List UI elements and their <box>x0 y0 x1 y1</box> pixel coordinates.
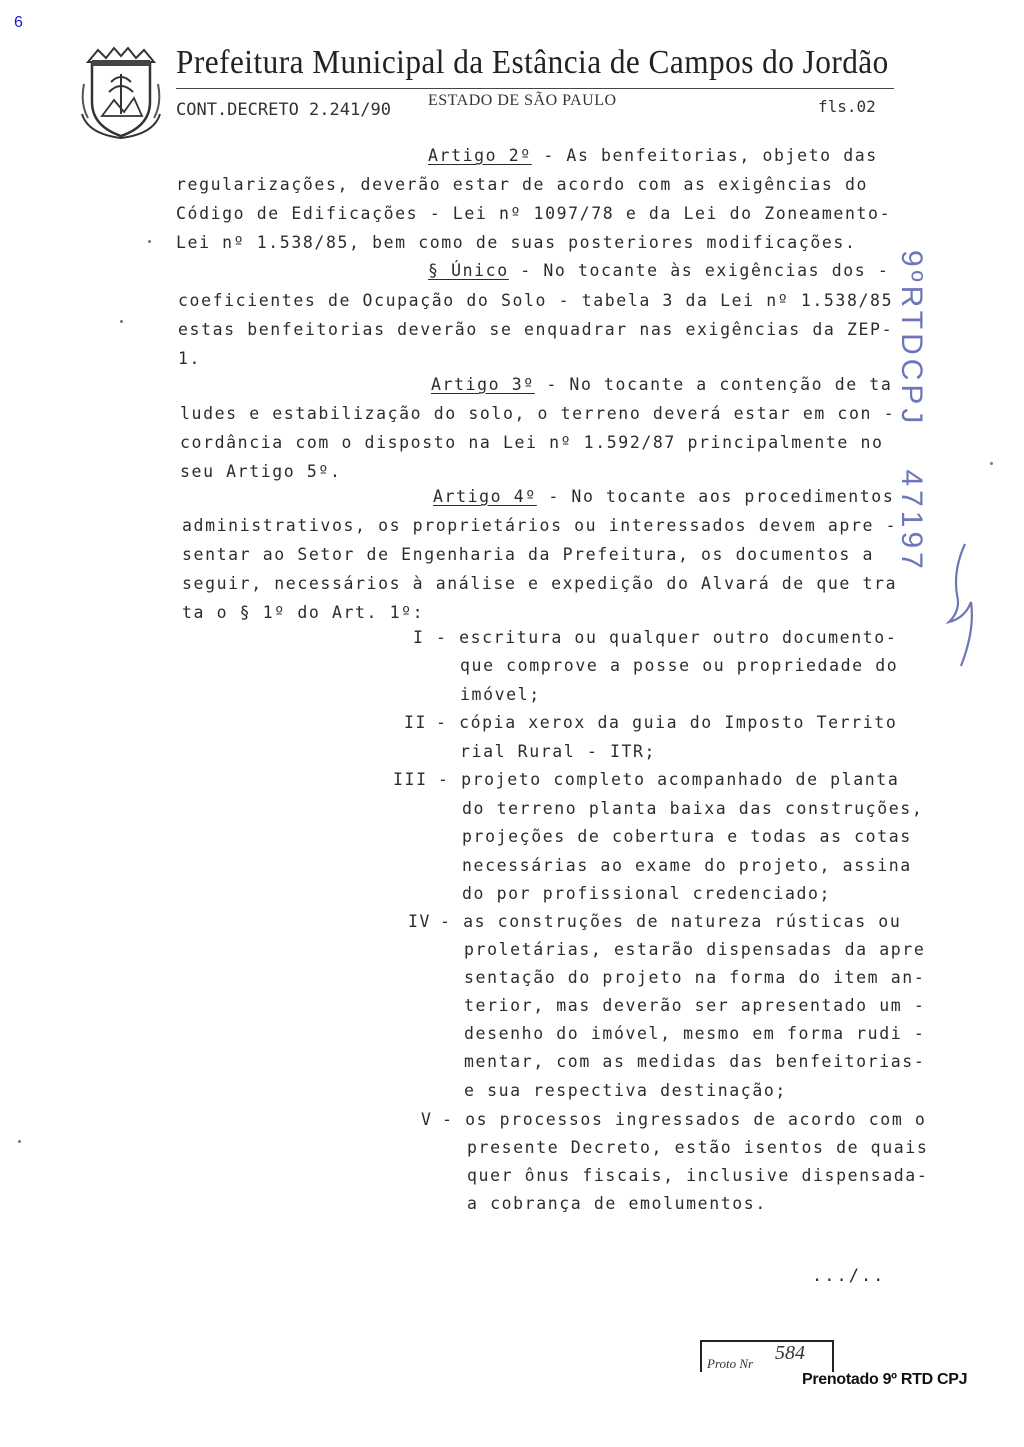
item-iv-line-7: e sua respectiva destinação; <box>464 1081 787 1100</box>
art3-line-1 <box>431 375 892 394</box>
scan-speck <box>148 240 151 243</box>
prenotado-note: Prenotado 9º RTD CPJ <box>802 1371 968 1388</box>
art4-line-1 <box>433 487 894 506</box>
header-decree-reference: CONT.DECRETO 2.241/90 <box>176 100 391 120</box>
header-state: ESTADO DE SÃO PAULO <box>428 92 617 109</box>
item-v-line-4: a cobrança de emolumentos. <box>467 1194 767 1213</box>
art2-heading: Artigo 2º <box>428 146 532 165</box>
art3-line-4: seu Artigo 5º. <box>180 462 342 481</box>
item-v-line-2: presente Decreto, estão isentos de quais <box>467 1138 929 1157</box>
art3-heading: Artigo 3º <box>431 375 535 394</box>
registry-stamp-number: 47197 <box>895 469 928 573</box>
unico-heading: § Único <box>428 261 509 280</box>
protocol-label: Proto Nr <box>707 1356 754 1371</box>
municipal-crest-logo <box>78 44 164 140</box>
item-iv-line-2: proletárias, estarão dispensadas da apre <box>464 940 926 959</box>
item-i-number: I <box>413 628 425 647</box>
item-i-line-1: - escritura ou qualquer outro documento- <box>436 628 898 647</box>
header-title: Prefeitura Municipal da Estância de Campos do Jordão <box>176 44 889 81</box>
art4-line-5: ta o § 1º do Art. 1º: <box>182 603 425 622</box>
item-iii-line-4: necessárias ao exame do projeto, assina <box>462 856 912 875</box>
unico-line-3: estas benfeitorias deverão se enquadrar nas exigências da ZEP- <box>178 320 894 339</box>
item-iv-number: IV <box>408 912 432 931</box>
unico-line-1 <box>428 261 889 280</box>
art2-line-1 <box>428 146 878 165</box>
unico-line-1-text: - No tocante às exigências dos - <box>508 261 890 280</box>
art3-line-2: ludes e estabilização do solo, o terreno deverá estar em con - <box>180 404 896 423</box>
art4-heading: Artigo 4º <box>433 487 537 506</box>
continuation-mark: .../.. <box>812 1266 886 1286</box>
item-iv-line-1: - as construções de natureza rústicas ou <box>440 912 902 931</box>
registry-stamp-label: 9ºRTDCPJ <box>895 250 928 428</box>
art3-line-3: cordância com o disposto na Lei nº 1.592/87 principalmente no <box>180 433 884 452</box>
item-iii-line-1: - projeto completo acompanhado de planta <box>438 770 900 789</box>
art2-line-2: regularizações, deverão estar de acordo com as exigências do <box>176 175 869 194</box>
art4-line-3: sentar ao Setor de Engenharia da Prefeitura, os documentos a <box>182 545 875 564</box>
item-v-number: V <box>421 1110 433 1129</box>
item-iv-line-6: mentar, com as medidas das benfeitorias- <box>464 1052 926 1071</box>
art2-line-3: Código de Edificações - Lei nº 1097/78 e da Lei do Zoneamento- <box>176 204 892 223</box>
art3-line-1-text: - No tocante a contenção de ta <box>534 375 893 394</box>
item-iii-number: III <box>393 770 428 789</box>
art2-line-1-text: - As benfeitorias, objeto das <box>531 146 878 165</box>
item-ii-line-1: - cópia xerox da guia do Imposto Territo <box>436 713 898 732</box>
art4-line-1-text: - No tocante aos procedimentos <box>536 487 895 506</box>
scan-speck <box>18 1140 21 1143</box>
item-iii-line-2: do terreno planta baixa das construções, <box>462 799 924 818</box>
scan-speck <box>120 320 123 323</box>
item-iv-line-3: sentação do projeto na forma do item an- <box>464 968 926 987</box>
art2-line-4: Lei nº 1.538/85, bem como de suas posteriores modificações. <box>176 233 857 252</box>
signature-mark <box>935 540 990 670</box>
item-iii-line-5: do por profissional credenciado; <box>462 884 832 903</box>
header-sheet-number: fls.02 <box>818 97 876 116</box>
item-iv-line-4: terior, mas deverão ser apresentado um - <box>464 996 926 1015</box>
item-ii-number: II <box>404 713 428 732</box>
item-ii-line-2: rial Rural - ITR; <box>460 742 657 761</box>
art4-line-4: seguir, necessários à análise e expedição do Alvará de que tra <box>182 574 898 593</box>
art4-line-2: administrativos, os proprietários ou interessados devem apre - <box>182 516 898 535</box>
unico-line-2: coeficientes de Ocupação do Solo - tabela 3 da Lei nº 1.538/85 <box>178 291 894 310</box>
item-i-line-3: imóvel; <box>460 685 541 704</box>
unico-line-4: 1. <box>178 349 202 368</box>
item-iii-line-3: projeções de cobertura e todas as cotas <box>462 827 912 846</box>
registry-stamp <box>894 250 928 573</box>
header-rule <box>176 88 894 89</box>
protocol-number: 584 <box>775 1342 805 1364</box>
item-i-line-2: que comprove a posse ou propriedade do <box>460 656 899 675</box>
item-v-line-3: quer ônus fiscais, inclusive dispensada- <box>467 1166 929 1185</box>
scan-speck <box>990 462 993 465</box>
page-number: 6 <box>14 14 23 31</box>
item-iv-line-5: desenho do imóvel, mesmo em forma rudi - <box>464 1024 926 1043</box>
item-v-line-1: - os processos ingressados de acordo com o <box>442 1110 927 1129</box>
